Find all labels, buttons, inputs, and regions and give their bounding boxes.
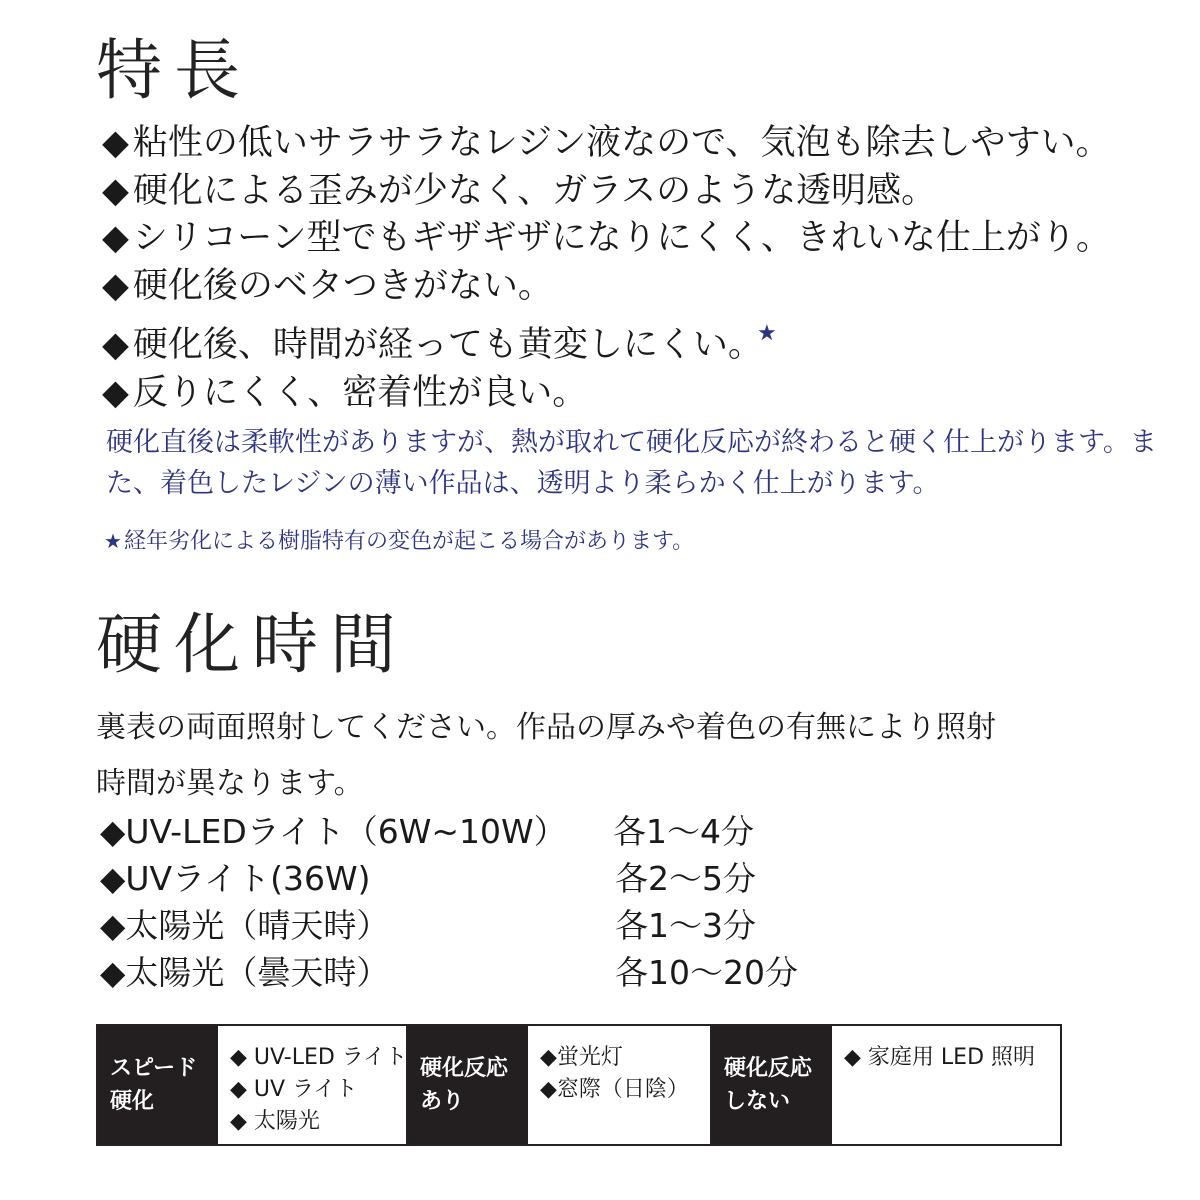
curing-time-list bbox=[100, 808, 900, 996]
curing-speed-table bbox=[96, 1024, 1062, 1146]
speed-group-header bbox=[712, 1026, 832, 1144]
curing-time-row bbox=[100, 902, 900, 949]
feature-item bbox=[102, 120, 1111, 168]
speed-group-header bbox=[98, 1026, 218, 1144]
feature-item bbox=[102, 263, 1111, 311]
curing-time-row bbox=[100, 949, 900, 996]
curing-time-row bbox=[100, 855, 900, 902]
speed-group-items bbox=[832, 1026, 1060, 1144]
header-line: 硬化 bbox=[110, 1089, 155, 1114]
footnote-text: 経年劣化による樹脂特有の変色が起こる場合があります。 bbox=[123, 529, 695, 554]
diamond-bullet-icon: ◆ bbox=[102, 170, 129, 211]
light-source-item: ◆窓際（日陰） bbox=[540, 1077, 689, 1102]
cure-time-value: 各1〜4分 bbox=[613, 812, 754, 851]
light-source-item: ◆蛍光灯 bbox=[540, 1045, 623, 1070]
star-icon: ★ bbox=[104, 529, 122, 553]
curing-title: 硬化時間 bbox=[96, 606, 408, 683]
header-line: しない bbox=[724, 1089, 791, 1114]
footnote bbox=[104, 524, 694, 555]
diamond-bullet-icon: ◆ bbox=[102, 123, 129, 163]
light-source-item: ◆ UV ライト bbox=[230, 1077, 358, 1102]
features-note: 硬化直後は柔軟性がありますが、熱が取れて硬化反応が終わると硬く仕上がります。また、着色したレジンの薄い作品は、透明より柔らかく仕上がります。 bbox=[106, 427, 1157, 499]
curing-intro bbox=[96, 700, 1096, 812]
light-source-label: ◆太陽光（曇天時） bbox=[100, 953, 390, 992]
speed-group-items bbox=[218, 1026, 408, 1144]
features-title: 特長 bbox=[96, 32, 252, 109]
light-source-label: ◆UVライト(36W) bbox=[100, 859, 371, 898]
header-line: スピード bbox=[110, 1056, 198, 1081]
feature-item bbox=[102, 310, 1111, 370]
header-line: あり bbox=[420, 1089, 465, 1114]
diamond-bullet-icon: ◆ bbox=[102, 218, 129, 258]
light-source-label: ◆UV-LEDライト（6W~10W） bbox=[100, 812, 567, 851]
header-line: 硬化反応 bbox=[420, 1056, 509, 1081]
cure-time-value: 各2〜5分 bbox=[615, 859, 756, 898]
feature-text: シリコーン型でもギザギザになりにくく、きれいな仕上がり。 bbox=[132, 218, 1111, 258]
feature-text: 粘性の低いサラサラなレジン液なので、気泡も除去しやすい。 bbox=[132, 123, 1111, 163]
feature-text: 硬化による歪みが少なく、ガラスのような透明感。 bbox=[132, 170, 937, 211]
diamond-bullet-icon: ◆ bbox=[102, 265, 129, 306]
light-source-item: ◆ UV-LED ライト bbox=[230, 1045, 408, 1070]
curing-time-row bbox=[100, 808, 900, 855]
feature-item bbox=[102, 370, 1111, 418]
diamond-bullet-icon: ◆ bbox=[102, 325, 129, 365]
diamond-bullet-icon: ◆ bbox=[102, 372, 129, 413]
curing-intro-line: 裏表の両面照射してください。作品の厚みや着色の有無により照射 bbox=[96, 710, 996, 745]
star-icon: ★ bbox=[756, 321, 777, 346]
feature-item bbox=[102, 168, 1111, 216]
curing-intro-line: 時間が異なります。 bbox=[96, 766, 364, 801]
feature-text: 反りにくく、密着性が良い。 bbox=[132, 372, 588, 413]
feature-text: 硬化後のベタつきがない。 bbox=[132, 265, 553, 306]
light-source-label: ◆太陽光（晴天時） bbox=[100, 906, 390, 945]
feature-text: 硬化後、時間が経っても黄変しにくい。 bbox=[132, 325, 763, 365]
cure-time-value: 各10〜20分 bbox=[615, 953, 798, 992]
features-list bbox=[102, 120, 1111, 417]
speed-group-items bbox=[528, 1026, 712, 1144]
header-line: 硬化反応 bbox=[724, 1056, 813, 1081]
cure-time-value: 各1〜3分 bbox=[615, 906, 756, 945]
speed-group-header bbox=[408, 1026, 528, 1144]
feature-item bbox=[102, 215, 1111, 263]
light-source-item: ◆ 家庭用 LED 照明 bbox=[844, 1045, 1035, 1070]
light-source-item: ◆ 太陽光 bbox=[230, 1109, 320, 1134]
